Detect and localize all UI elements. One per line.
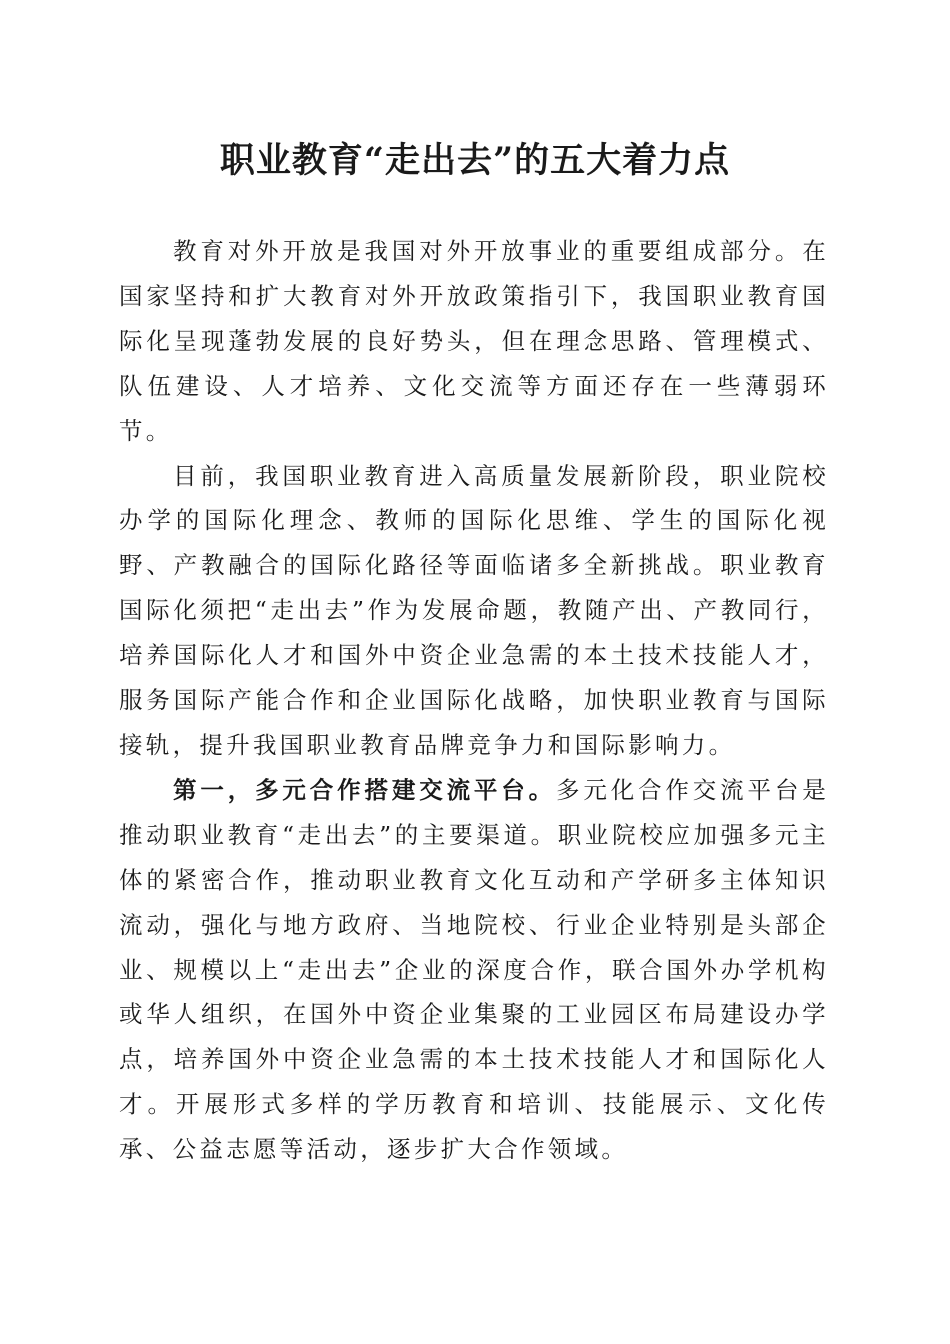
paragraph-text: 教育对外开放是我国对外开放事业的重要组成部分。在国家坚持和扩大教育对外开放政策指引下，我国职业教育国际化呈现蓬勃发展的良好势头，但在理念思路、管理模式、队伍建设、人才培养、文化交流等方面还存在一些薄弱环节。 bbox=[119, 237, 829, 445]
paragraph-text: 多元化合作交流平台是推动职业教育“走出去”的主要渠道。职业院校应加强多元主体的紧密合作，推动职业教育文化互动和产学研多主体知识流动，强化与地方政府、当地院校、行业企业特别是头部企业、规模以上“走出去”企业的深度合作，联合国外办学机构或华人组织，在国外中资企业集聚的工业园区布局建设办学点，培养国外中资企业急需的本土技术技能人才和国际化人才。开展形式多样的学历教育和培训、技能展示、文化传承、公益志愿等活动，逐步扩大合作领域。 bbox=[119, 775, 830, 1164]
paragraph-point-one bbox=[119, 768, 829, 1172]
paragraph-current-situation bbox=[119, 454, 829, 768]
paragraph-intro bbox=[119, 229, 829, 454]
document-body bbox=[119, 229, 829, 1172]
paragraph-text: 目前，我国职业教育进入高质量发展新阶段，职业院校办学的国际化理念、教师的国际化思维、学生的国际化视野、产教融合的国际化路径等面临诸多全新挑战。职业教育国际化须把“走出去”作为发展命题，教随产出、产教同行，培养国际化人才和国外中资企业急需的本土技术技能人才，服务国际产能合作和企业国际化战略，加快职业教育与国际接轨，提升我国职业教育品牌竞争力和国际影响力。 bbox=[119, 461, 829, 759]
document-title: 职业教育“走出去”的五大着力点 bbox=[219, 140, 731, 181]
paragraph-lead: 第一，多元合作搭建交流平台。 bbox=[173, 775, 556, 804]
